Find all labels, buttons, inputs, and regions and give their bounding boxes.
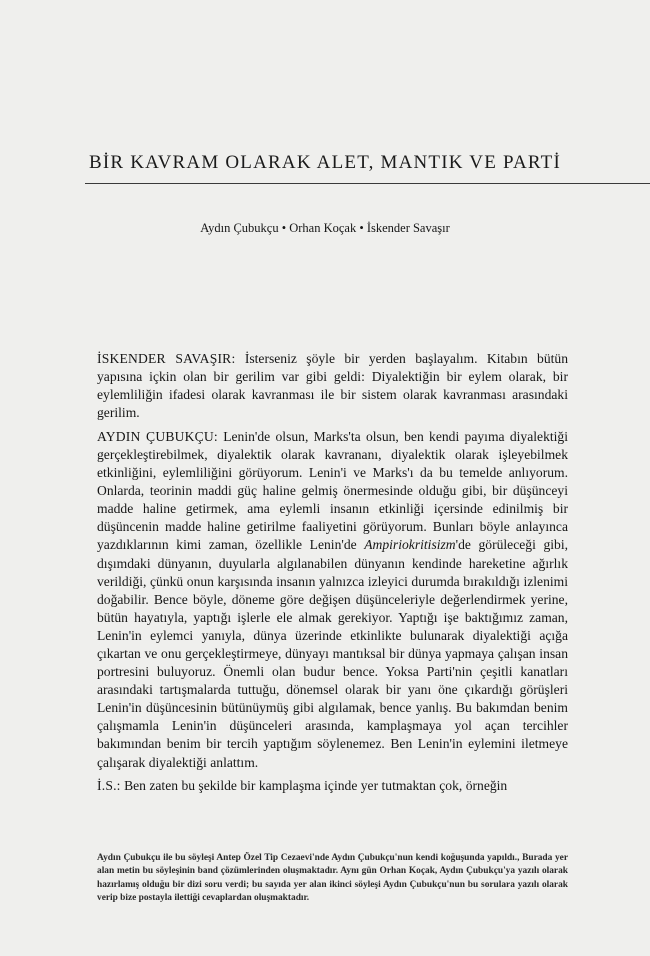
footnote: Aydın Çubukçu ile bu söyleşi Antep Özel Tip Cezaevi'nde Aydın Çubukçu'nun kendi koğuşunda yapıldı., Burada yer alan metin bu söyleşinin band çözümlerinden oluşmaktadır. Aynı gün Orhan Koçak, Aydın Çubukçu'ya yazılı olarak hazırlamış olduğu bir dizi soru verdi; bu sayıda yer alan ikinci söyleşi Aydın Çubukçu'nun bu sorulara yazılı olarak verip bize postayla ilettiği cevaplardan oluşmaktadır.: [97, 853, 568, 904]
speaker-label: İSKENDER SAVAŞIR:: [97, 351, 236, 366]
article-title: BİR KAVRAM OLARAK ALET, MANTIK VE PARTİ: [89, 152, 561, 173]
article-authors: Aydın Çubukçu • Orhan Koçak • İskender Savaşır: [200, 221, 450, 235]
title-rule: [85, 183, 650, 184]
paragraph-3: [97, 777, 568, 795]
paragraph-2: [97, 428, 568, 772]
speaker-label: AYDIN ÇUBUKÇU:: [97, 428, 218, 444]
book-title: Ampiriokritisizm: [364, 537, 456, 553]
interview-body: [97, 350, 568, 801]
paragraph-text: İsterseniz şöyle bir yerden başlayalım. Kitabın bütün yapısına içkin olan bir gerilim var gibi geldi: Diyalektiğin bir eylem olarak, bir eylemliliğin ifadesi olarak kavranması ile bir sistem olarak kavranması arasındaki gerilim.: [97, 351, 568, 421]
paragraph-text: Lenin'de olsun, Marks'ta olsun, ben kendi payıma diyalektiği gerçekleştirebilmek, diyalektik olarak kavrananı, diyalektik olarak işleyebilmek etkinliğini, eylemliliğini görüyorum. Lenin'i ve Marks'ı da bu temelde anlıyorum. Onlarda, teorinin maddi güç haline gelmiş önermesinde olduğu gibi, bir düşünceyi madde haline getirmek, ama eylemli insanın etkinliği içersinde edinilmiş bir düşüncenin madde haline getirilme faaliyetini görüyorum. Bunları böyle anlayınca yazdıklarının kimi zaman, özellikle Lenin'de: [97, 428, 569, 553]
paragraph-text: Ben zaten bu şekilde bir kamplaşma içinde yer tutmaktan çok, örneğin: [120, 778, 508, 794]
speaker-label: İ.S.:: [97, 778, 121, 794]
paragraph-1: [97, 350, 568, 422]
paragraph-text: 'de görüleceği gibi, dışımdaki dünyanın, duyularla algılanabilen dünyanın kendinde hareketine ağırlık verildiği, çünkü onun karşısında insanın yalnızca izleyici durumda bırakıldığı izlenimi doğabilir. Bence böyle, döneme göre değişen düşünceleriyle değerlendirmek yerine, bütün hayatıyla, yaptığı işlerle ele almak gerekiyor. Yaptığı işe baktığımız zaman, Lenin'in eylemci yanıyla, dünya üzerinde etkinlikte bulunarak diyalektiği açığa çıkartan ve onu gerçekleştirmeye, dünyayı mantıksal bir dünya yapmaya çalışan insan portresini buluyoruz. Önemli olan budur bence. Yoksa Parti'nin çeşitli kanatları arasındaki tartışmalarda tuttuğu, dönemsel olarak bir yanı öne çıkardığı görüşleri Lenin'in düşüncesinin bütünüymüş gibi algılamak, bence yanlış. Bu bakımdan benim çalışmamla Lenin'in düşünceleri arasında, kamplaşmaya yol açan tercihler bakımından benim bir tercih yaptığım söylenemez. Ben Lenin'in eylemini iletmeye çalışarak diyalektiği anlattım.: [97, 537, 568, 770]
